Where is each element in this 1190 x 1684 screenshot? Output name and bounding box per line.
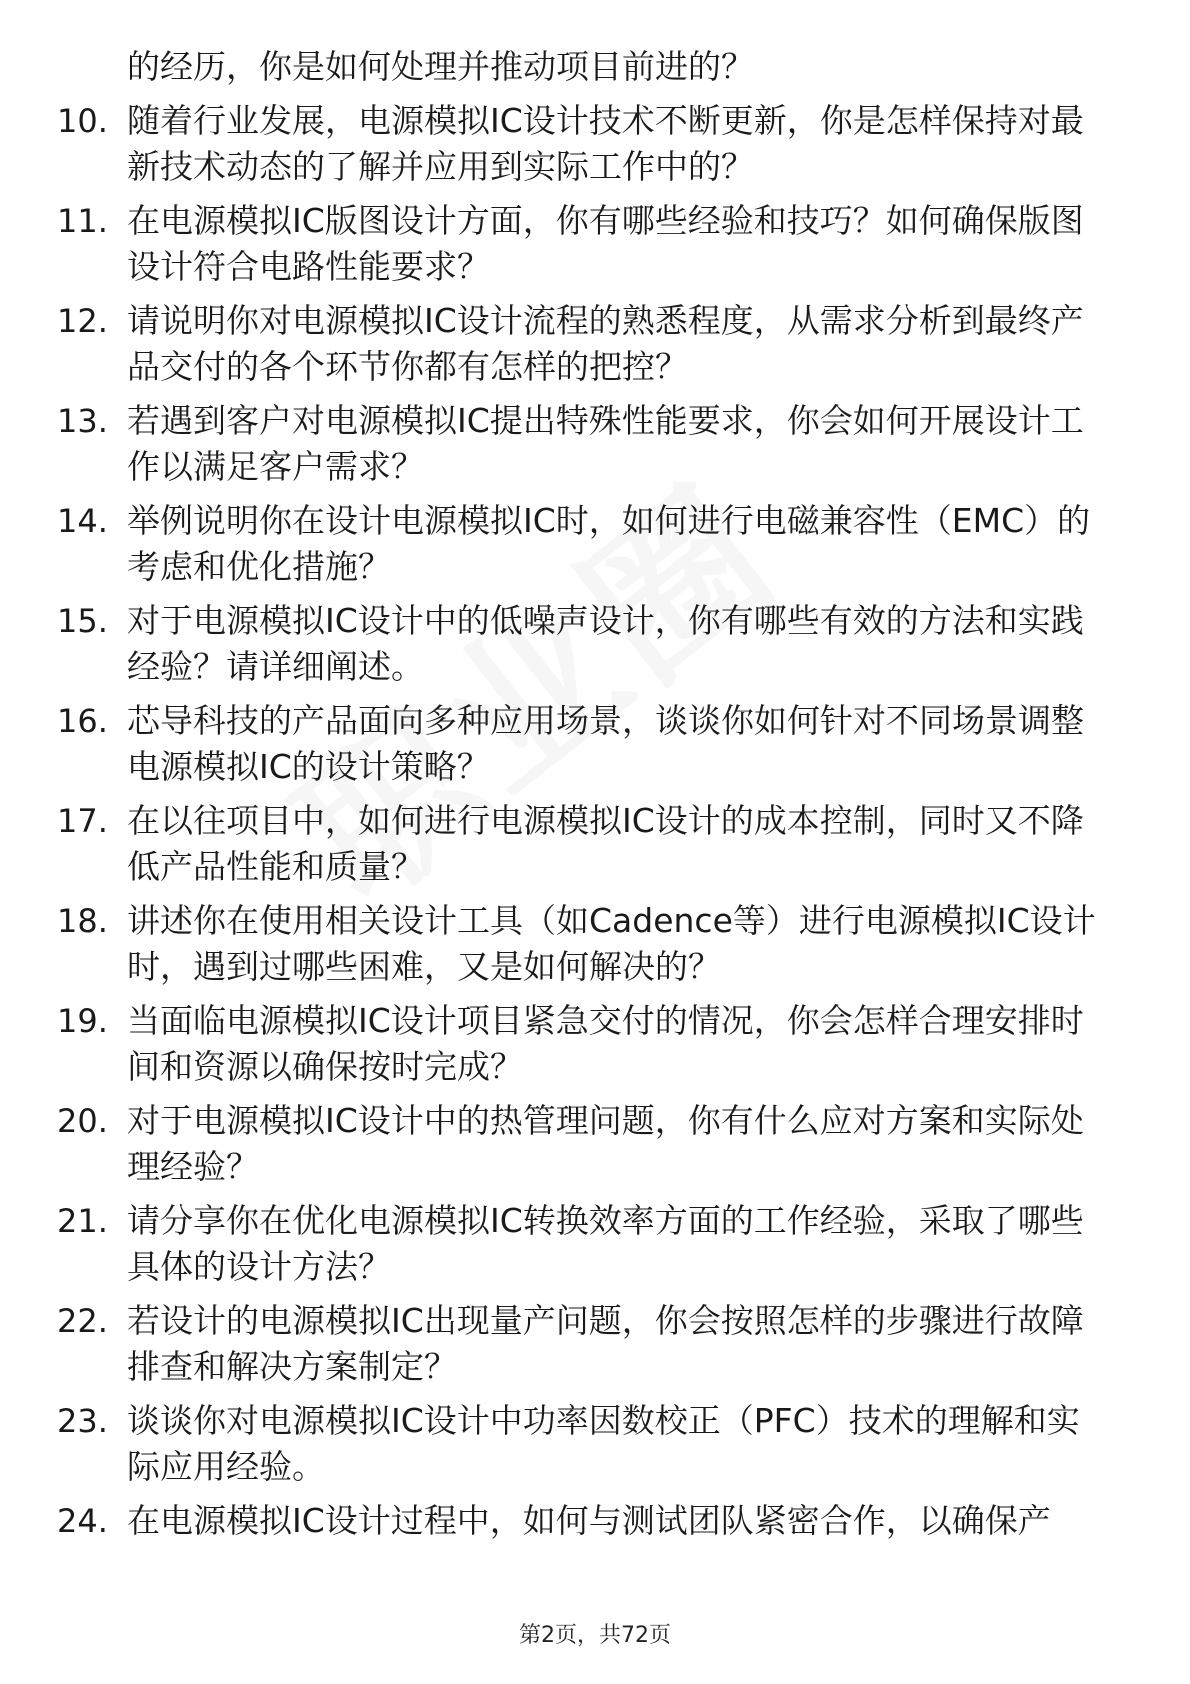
question-number: 15.: [57, 602, 108, 640]
question-number: 22.: [57, 1302, 108, 1340]
list-item: [0, 798, 1190, 890]
question-text: 对于电源模拟IC设计中的低噪声设计，你有哪些有效的方法和实践经验？请详细阐述。: [127, 601, 1084, 686]
question-number: 11.: [57, 202, 108, 240]
question-number: 18.: [57, 902, 108, 940]
question-text: 芯导科技的产品面向多种应用场景，谈谈你如何针对不同场景调整电源模拟IC的设计策略？: [127, 701, 1084, 786]
list-item: [0, 298, 1190, 390]
question-number: 23.: [57, 1402, 108, 1440]
list-item: [0, 498, 1190, 590]
list-item: [0, 598, 1190, 690]
list-item: [0, 1198, 1190, 1290]
question-text: 谈谈你对电源模拟IC设计中功率因数校正（PFC）技术的理解和实际应用经验。: [127, 1401, 1080, 1486]
list-item: [0, 998, 1190, 1090]
question-text: 请说明你对电源模拟IC设计流程的熟悉程度，从需求分析到最终产品交付的各个环节你都有怎样的把控？: [127, 301, 1084, 386]
question-number: 16.: [57, 702, 108, 740]
question-number: 19.: [57, 1002, 108, 1040]
question-text: 随着行业发展，电源模拟IC设计技术不断更新，你是怎样保持对最新技术动态的了解并应用到实际工作中的？: [127, 101, 1084, 186]
list-item: [0, 1398, 1190, 1490]
question-text: 若遇到客户对电源模拟IC提出特殊性能要求，你会如何开展设计工作以满足客户需求？: [127, 401, 1084, 486]
question-number: 13.: [57, 402, 108, 440]
question-number: 21.: [57, 1202, 108, 1240]
question-text: 在电源模拟IC设计过程中，如何与测试团队紧密合作，以确保产: [127, 1501, 1051, 1540]
question-number: 20.: [57, 1102, 108, 1140]
question-number: 12.: [57, 302, 108, 340]
list-item: [0, 98, 1190, 190]
question-list: [0, 44, 1190, 1552]
list-item: [0, 44, 1190, 90]
question-text: 对于电源模拟IC设计中的热管理问题，你有什么应对方案和实际处理经验？: [127, 1101, 1084, 1186]
list-item: [0, 398, 1190, 490]
question-text: 讲述你在使用相关设计工具（如Cadence等）进行电源模拟IC设计时，遇到过哪些困难，又是如何解决的？: [127, 901, 1096, 986]
list-item: [0, 1498, 1190, 1544]
question-number: 10.: [57, 102, 108, 140]
question-text: 在以往项目中，如何进行电源模拟IC设计的成本控制，同时又不降低产品性能和质量？: [127, 801, 1084, 886]
question-number: 17.: [57, 802, 108, 840]
question-text: 当面临电源模拟IC设计项目紧急交付的情况，你会怎样合理安排时间和资源以确保按时完成？: [127, 1001, 1084, 1086]
question-text: 在电源模拟IC版图设计方面，你有哪些经验和技巧？如何确保版图设计符合电路性能要求？: [127, 201, 1084, 286]
question-text: 若设计的电源模拟IC出现量产问题，你会按照怎样的步骤进行故障排查和解决方案制定？: [127, 1301, 1084, 1386]
page-footer: 第2页，共72页: [519, 1623, 671, 1648]
question-text: 请分享你在优化电源模拟IC转换效率方面的工作经验，采取了哪些具体的设计方法？: [127, 1201, 1084, 1286]
list-item: [0, 1098, 1190, 1190]
question-number: 14.: [57, 502, 108, 540]
list-item: [0, 898, 1190, 990]
question-number: 24.: [57, 1502, 108, 1540]
list-item: [0, 198, 1190, 290]
question-text: 举例说明你在设计电源模拟IC时，如何进行电磁兼容性（EMC）的考虑和优化措施？: [127, 501, 1091, 586]
question-text: 的经历，你是如何处理并推动项目前进的？: [127, 47, 754, 86]
list-item: [0, 698, 1190, 790]
list-item: [0, 1298, 1190, 1390]
